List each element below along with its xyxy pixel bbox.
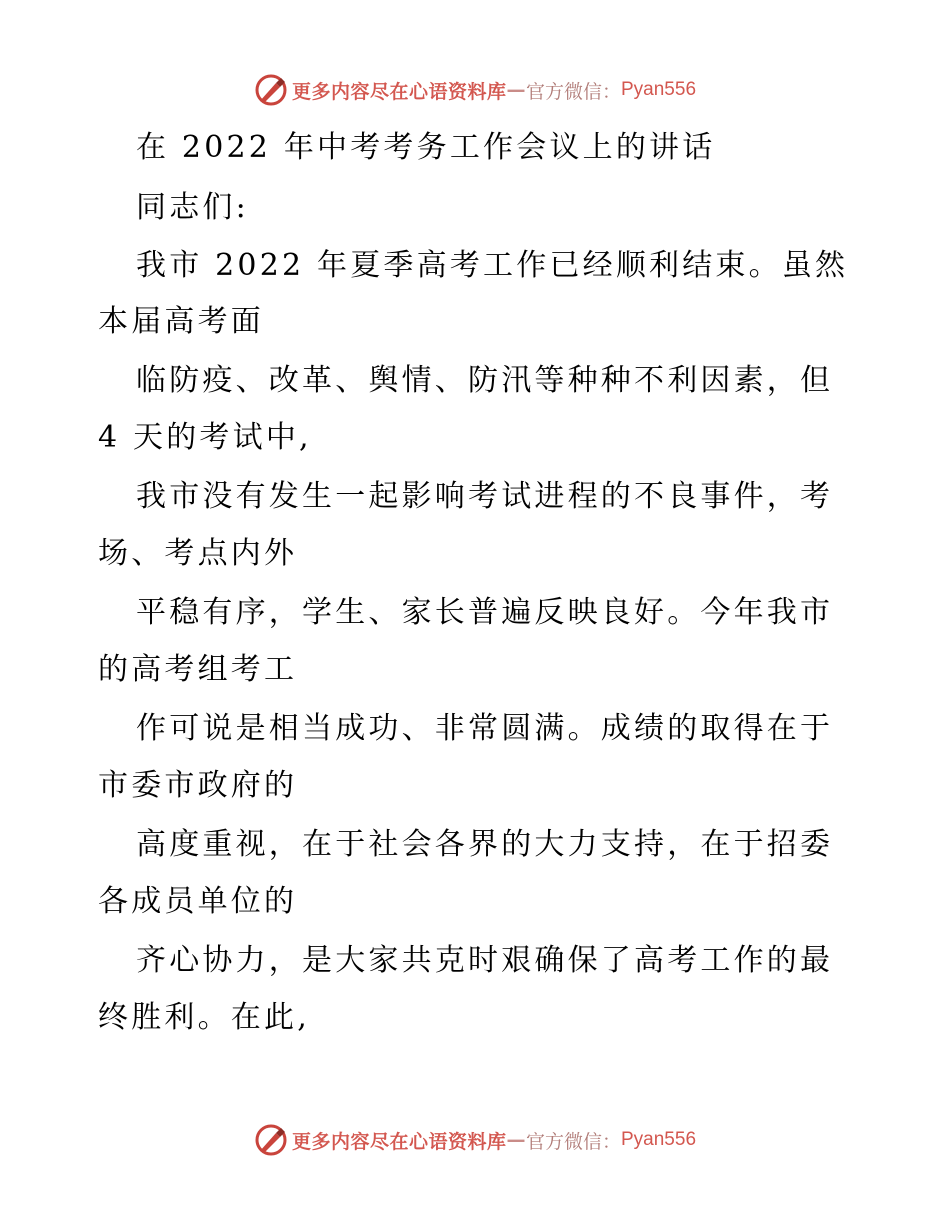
text-line: 平稳有序，学生、家长普遍反映良好。今年我市 bbox=[136, 595, 834, 630]
text-line: 齐心协力，是大家共克时艰确保了高考工作的最 bbox=[136, 943, 834, 978]
banner-dash: — bbox=[506, 79, 526, 101]
banner-wechat-id: Pyan556 bbox=[621, 1129, 697, 1150]
text-line: 本届高考面 bbox=[98, 304, 264, 339]
document-salutation: 同志们: bbox=[136, 190, 249, 225]
pen-logo-icon bbox=[254, 1123, 288, 1157]
banner-official-label: 官方微信： bbox=[525, 1130, 621, 1153]
banner-main-text: 更多内容尽在心语资料库 bbox=[291, 1130, 507, 1153]
text-line: 的高考组考工 bbox=[98, 652, 298, 687]
text-line: 终胜利。在此, bbox=[98, 1000, 310, 1035]
text-line: 各成员单位的 bbox=[98, 884, 298, 919]
text-line: 临防疫、改革、舆情、防汛等种种不利因素，但 bbox=[136, 363, 834, 398]
banner-main-text: 更多内容尽在心语资料库 bbox=[291, 80, 507, 103]
banner-wechat-id: Pyan556 bbox=[621, 79, 697, 100]
text-line: 4 天的考试中, bbox=[98, 420, 312, 455]
text-line: 场、考点内外 bbox=[98, 536, 298, 571]
banner-dash: — bbox=[506, 1129, 526, 1151]
text-line: 我市没有发生一起影响考试进程的不良事件，考 bbox=[136, 479, 834, 514]
text-line: 市委市政府的 bbox=[98, 768, 298, 803]
text-line: 我市 2022 年夏季高考工作已经顺利结束。虽然 bbox=[136, 248, 849, 283]
document-title: 在 2022 年中考考务工作会议上的讲话 bbox=[136, 130, 716, 165]
text-line: 作可说是相当成功、非常圆满。成绩的取得在于 bbox=[136, 711, 834, 746]
banner-official-label: 官方微信： bbox=[525, 80, 621, 103]
text-line: 高度重视，在于社会各界的大力支持，在于招委 bbox=[136, 827, 834, 862]
footer-watermark-banner bbox=[0, 1120, 950, 1160]
